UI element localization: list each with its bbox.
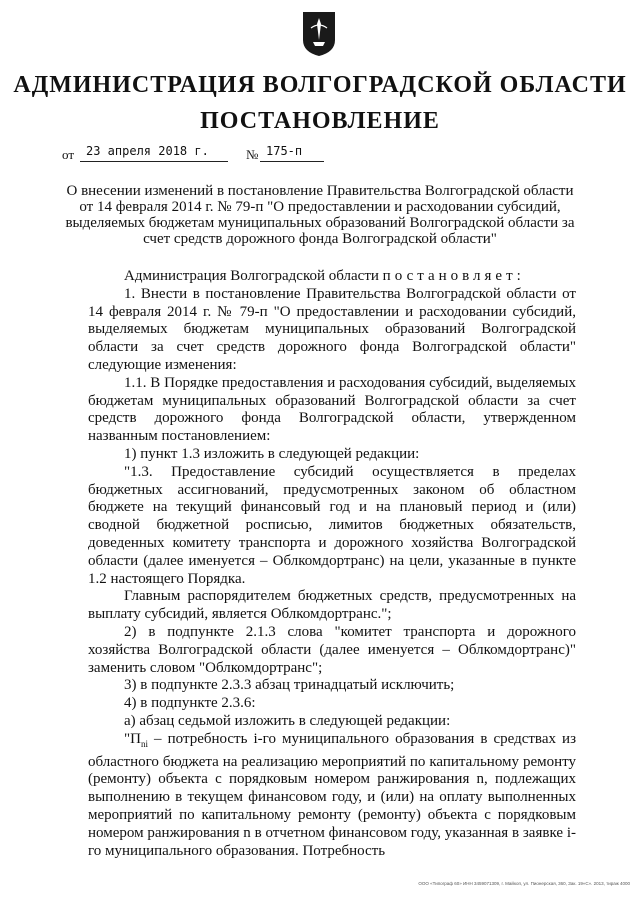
paragraph-item-1: 1) пункт 1.3 изложить в следующей редакции: [124,445,420,462]
intro-paragraph: Администрация Волгоградской области постановляет: [124,268,525,284]
date-number-line [62,143,342,163]
paragraph-item-3: 3) в подпункте 2.3.3 абзац тринадцатый исключить; [124,677,455,694]
document-date: 23 апреля 2018 г. [80,143,228,162]
paragraph-main-manager: Главным распорядителем бюджетных средств, предусмотренных на выплату субсидий, является Облкомдортранс."; [88,588,576,623]
paragraph-1-1: 1.1. В Порядке предоставления и расходования субсидий, выделяемых бюджетам муниципальных образований Волгоградской области за счет средств дорожного фонда Волгоградской области, утвержденном названным постановлением: [88,374,576,445]
document-subject: О внесении изменений в постановление Правительства Волгоградской области от 14 февраля 2014 г. № 79-п "О предоставлении и расходовании субсидий, выделяемых бюджетам муниципальных образований Волгоградской области за счет средств дорожного фонда Волгоградской области" [65,183,575,247]
coat-of-arms-emblem [301,10,337,58]
paragraph-1-3-text: "1.3. Предоставление субсидий осуществляется в пределах бюджетных ассигнований, предусмотренных законом об областном бюджете на текущий финансовый год и на плановый период и (или) сводной бюджетной росписью, лимитов бюджетных обязательств, доведенных комитету транспорта и дорожного хозяйства Волгоградской области (далее именуется – Облкомдортранс) на цели, указанные в пункте 1.2 настоящего Порядка. [88,463,576,587]
date-prefix: от [62,147,75,162]
organization-name: АДМИНИСТРАЦИЯ ВОЛГОГРАДСКОЙ ОБЛАСТИ [13,72,627,98]
printer-footer: ООО «Типограф 60» ИНН 3459071309, г. Майкоп, ул. Пионерская, 360, Зак. 19«С». 2013, тираж 4000 [418,881,630,886]
paragraph-1: 1. Внести в постановление Правительства Волгоградской области от 14 февраля 2014 г. № 79-п "О предоставлении и расходовании субсидий, выделяемых бюджетам муниципальных образований Волгоградской области за счет средств дорожного фонда Волгоградской области" следующие изменения: [88,285,576,373]
document-type-title: ПОСТАНОВЛЕНИЕ [200,108,440,134]
document-body [88,268,576,860]
paragraph-item-4: 4) в подпункте 2.3.6: [124,695,256,712]
paragraph-item-2: 2) в подпункте 2.1.3 слова "комитет транспорта и дорожного хозяйства Волгоградской области (далее именуется – Облкомдортранс)" заменить словом "Облкомдортранс"; [88,623,576,676]
paragraph-item-a: а) абзац седьмой изложить в следующей редакции: [124,712,451,729]
document-number: 175-п [260,143,324,162]
number-prefix: № [246,147,259,162]
paragraph-formula-definition: "$П_{ni}$ – потребность i-го муниципального образования в средствах из областного бюджета на реализацию мероприятий по капитальному ремонту (ремонту) объекта с порядковым номером ранжирования n, подлежащих выполнению в текущем финансовом году, и (или) на оплату выполненных мероприятий по капитальному ремонту (ремонту) объекта с порядковым номером ранжирования n в отчетном финансовом году, указанная в заявке i-го муниципального образования. Потребность [88,730,576,859]
